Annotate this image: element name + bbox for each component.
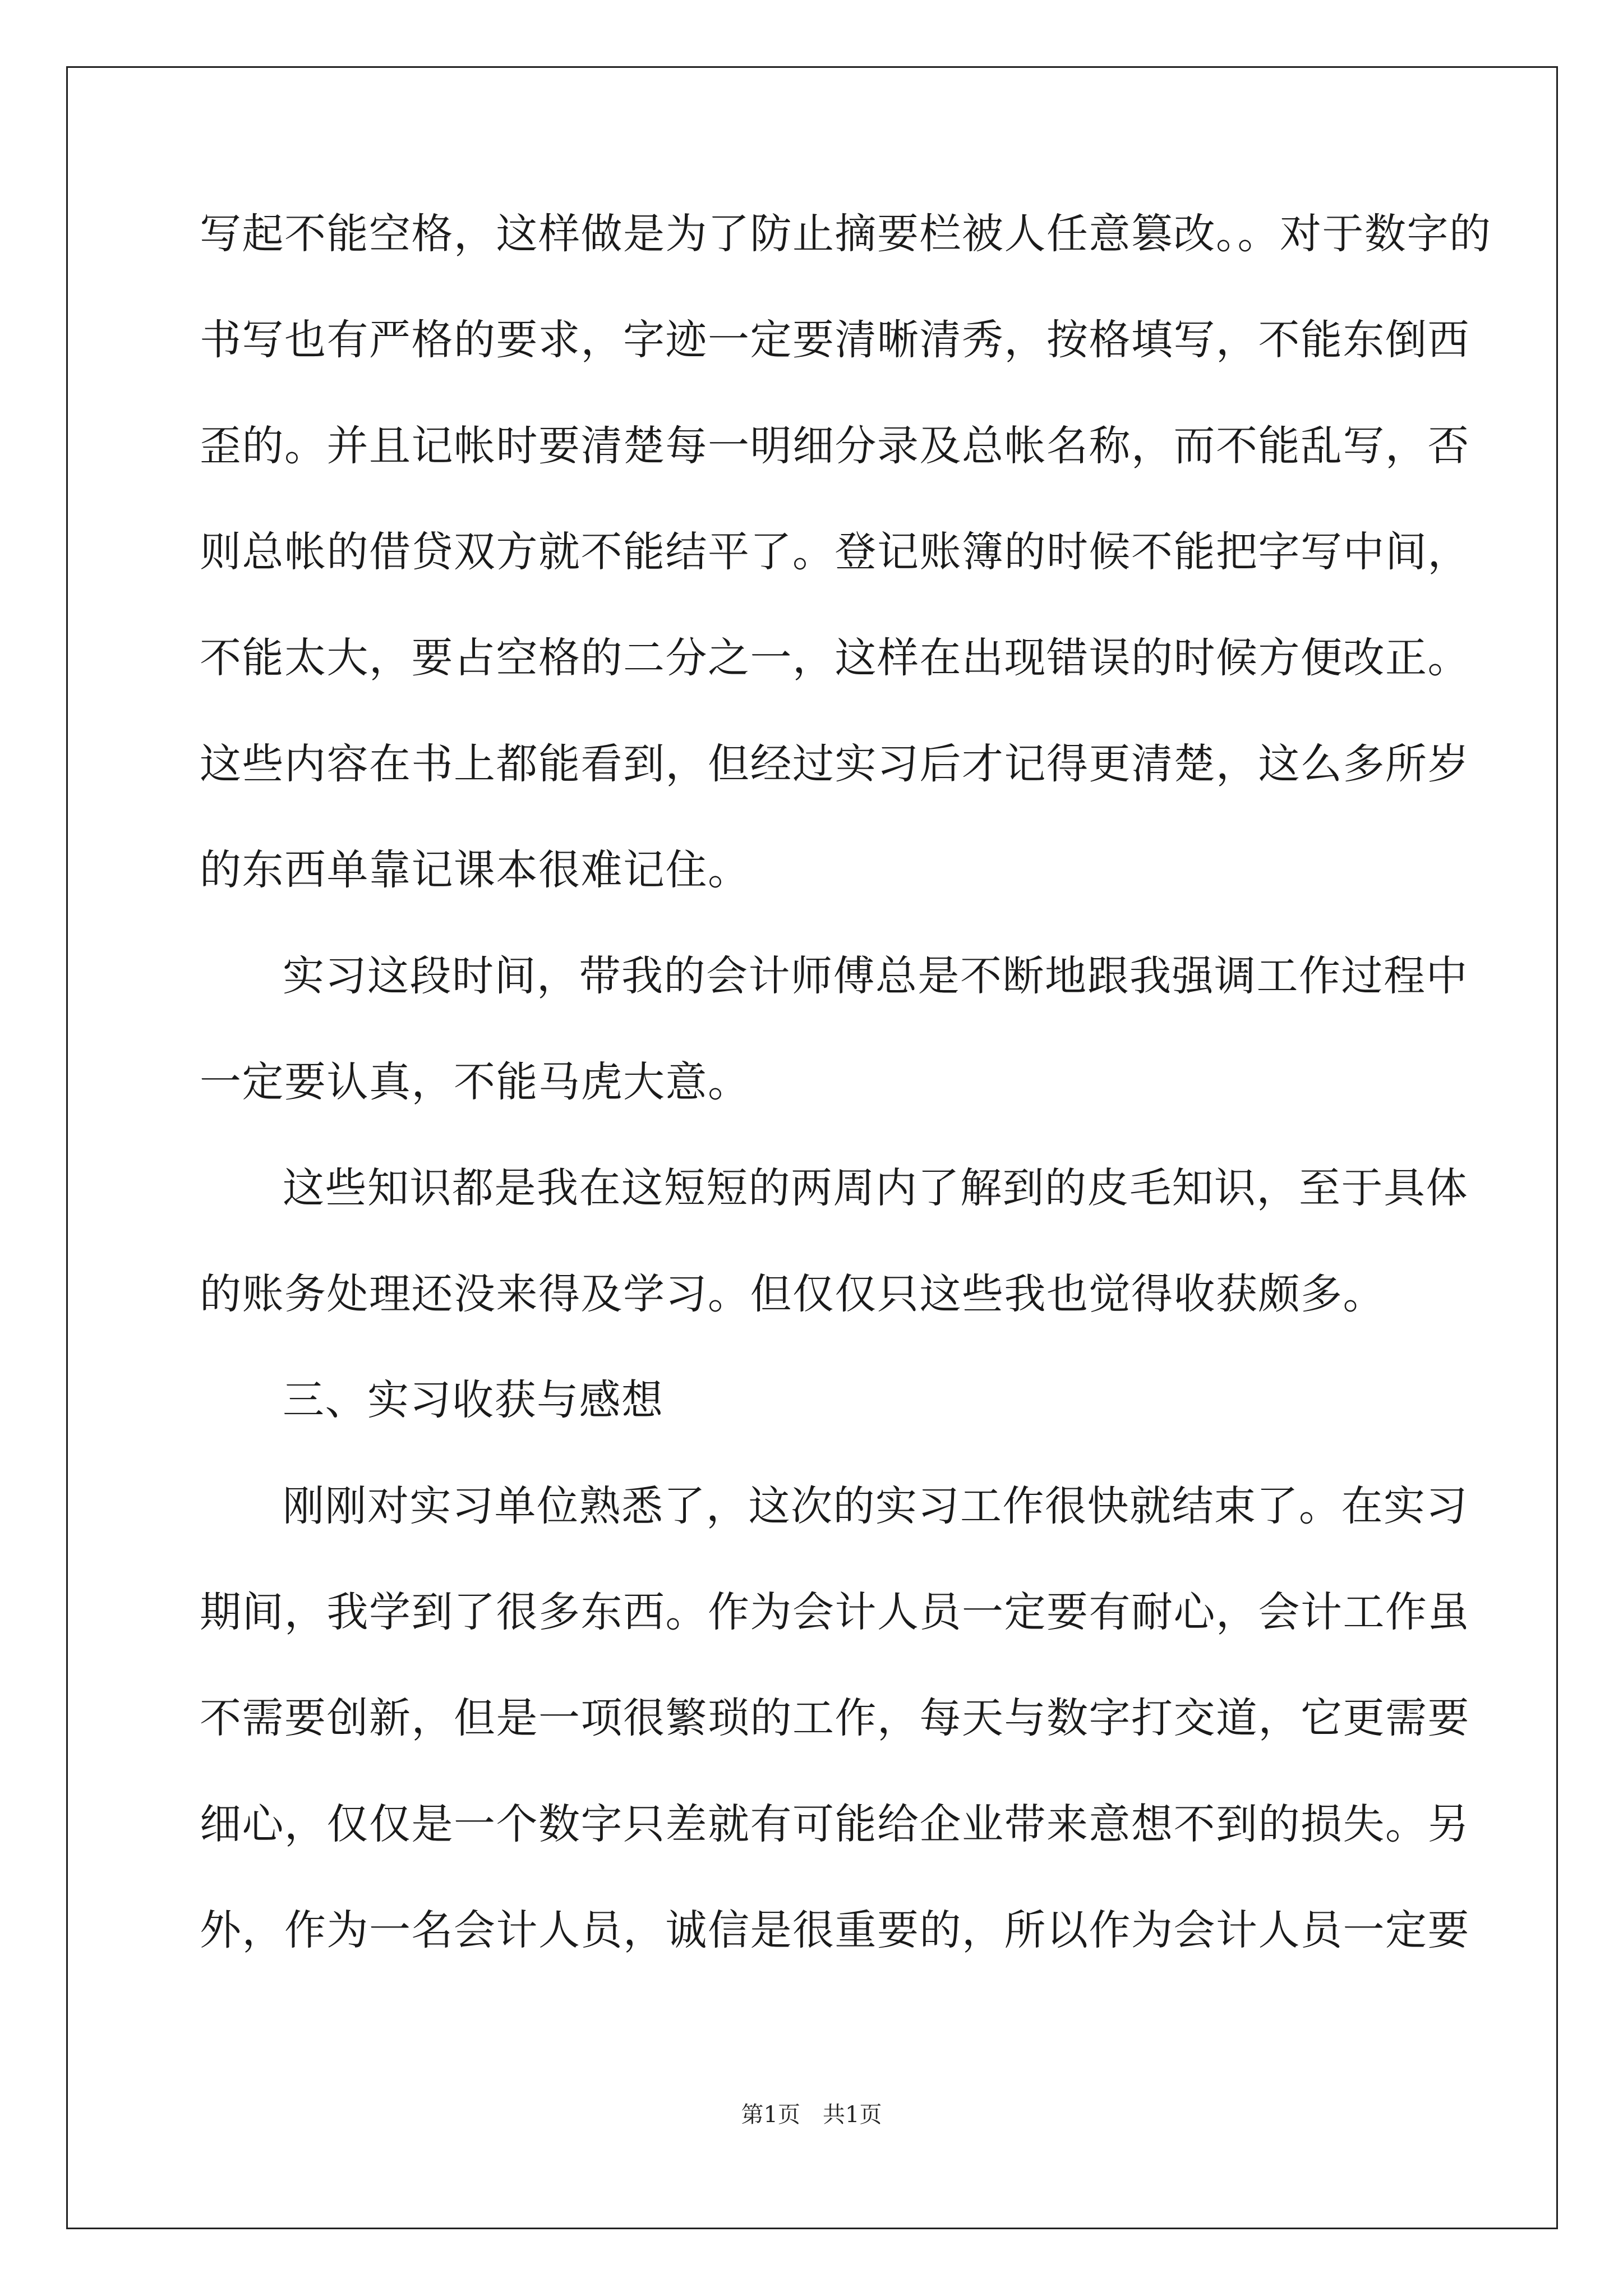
text-line-13: 刚刚对实习单位熟悉了，这次的实习工作很快就结束了。在实习 — [283, 1482, 1468, 1530]
text-line-11: 的账务处理还没来得及学习。但仅仅只这些我也觉得收获颇多。 — [200, 1270, 1385, 1318]
document-body — [200, 203, 1492, 2005]
text-line-16: 细心，仅仅是一个数字只差就有可能给企业带来意想不到的损失。另 — [200, 1800, 1470, 1848]
text-line-9: 一定要认真，不能马虎大意。 — [200, 1058, 750, 1106]
text-line-15: 不需要创新，但是一项很繁琐的工作，每天与数字打交道，它更需要 — [200, 1694, 1470, 1742]
section-heading: 三、实习收获与感想 — [283, 1376, 664, 1424]
text-line-4: 则总帐的借贷双方就不能结平了。登记账簿的时候不能把字写中间， — [200, 528, 1470, 576]
text-line-2: 书写也有严格的要求，字迹一定要清晰清秀，按格填写，不能东倒西 — [200, 316, 1470, 364]
text-line-7: 的东西单靠记课本很难记住。 — [200, 846, 750, 894]
text-line-3: 歪的。并且记帐时要清楚每一明细分录及总帐名称，而不能乱写，否 — [200, 422, 1470, 470]
text-line-1: 写起不能空格，这样做是为了防止摘要栏被人任意篡改。。对于数字的 — [200, 210, 1492, 258]
text-line-17: 外，作为一名会计人员，诚信是很重要的，所以作为会计人员一定要 — [200, 1906, 1470, 1954]
text-line-6: 这些内容在书上都能看到，但经过实习后才记得更清楚，这么多所岁 — [200, 740, 1470, 788]
text-line-14: 期间，我学到了很多东西。作为会计人员一定要有耐心，会计工作虽 — [200, 1588, 1470, 1636]
text-line-5: 不能太大，要占空格的二分之一，这样在出现错误的时候方便改正。 — [200, 634, 1470, 682]
text-line-10: 这些知识都是我在这短短的两周内了解到的皮毛知识，至于具体 — [283, 1164, 1468, 1212]
page-number: 第1页 共1页 — [741, 2102, 882, 2128]
text-line-8: 实习这段时间，带我的会计师傅总是不断地跟我强调工作过程中 — [283, 952, 1468, 1000]
